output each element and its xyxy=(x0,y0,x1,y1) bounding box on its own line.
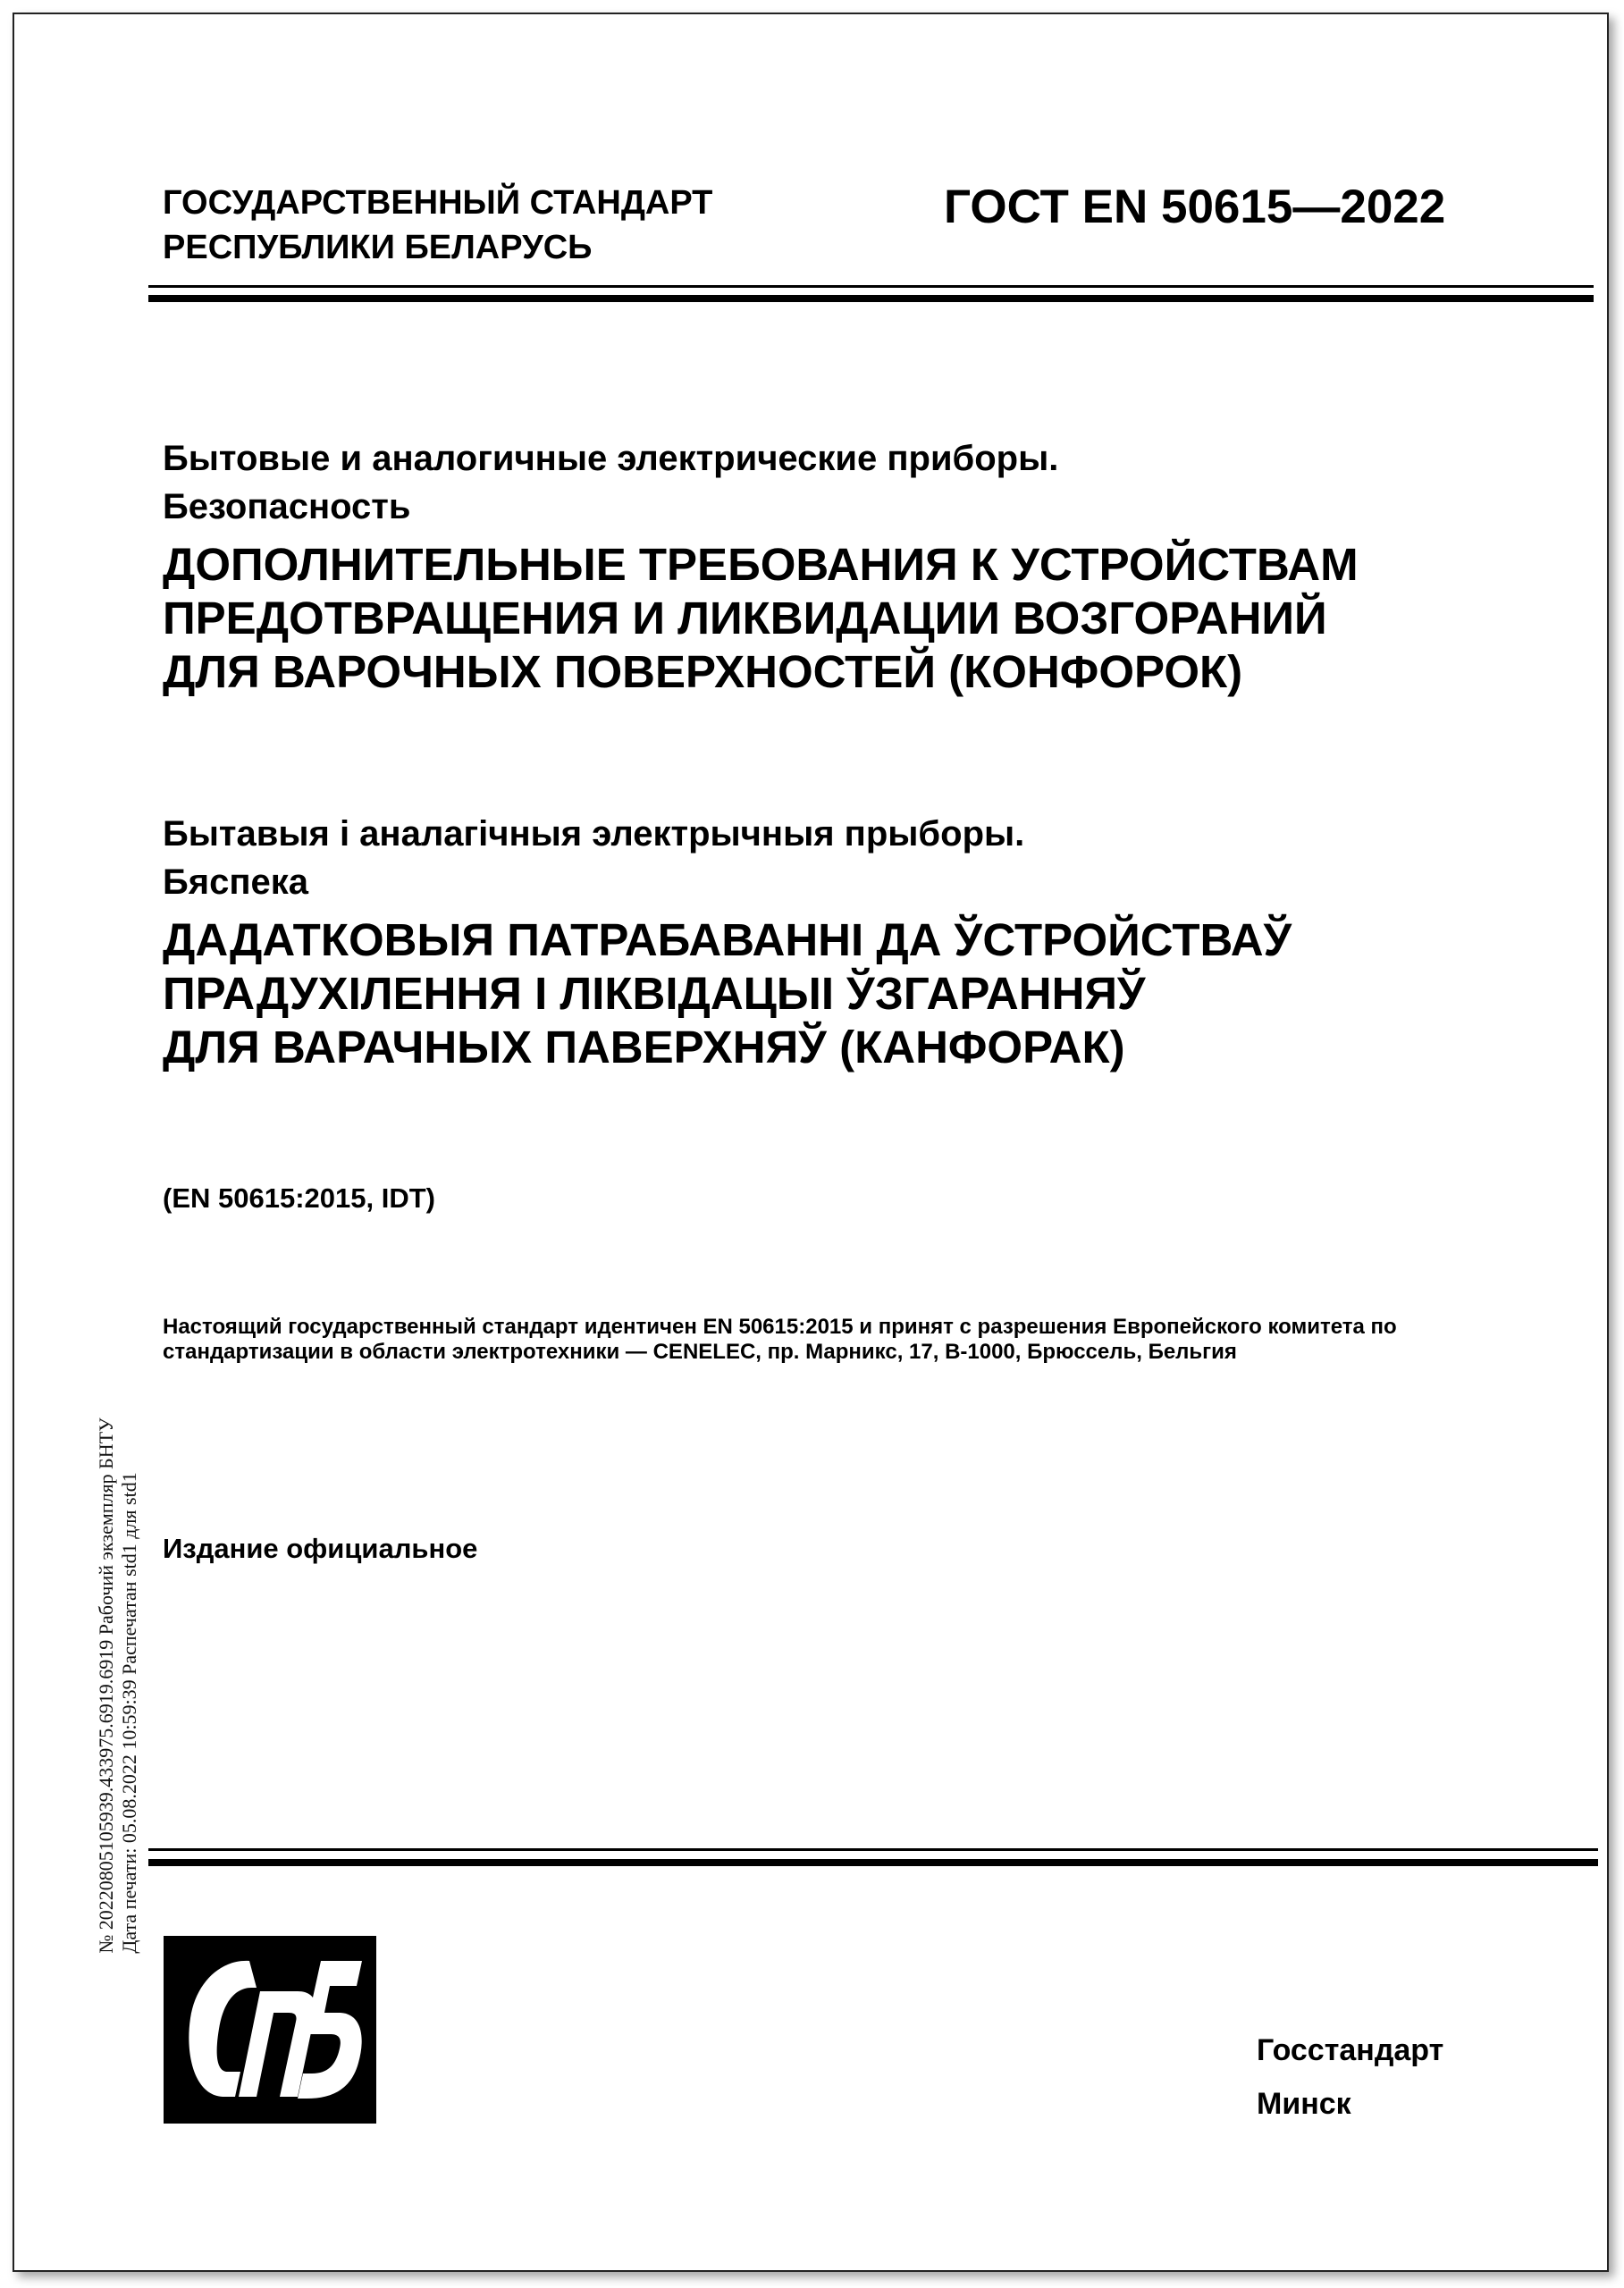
print-stamp-line-1: № 20220805105939.433975.6919.6919 Рабочий экземпляр БНТУ xyxy=(95,1417,117,1954)
title-be-main-2: ПРАДУХІЛЕННЯ І ЛІКВІДАЦЫІ ЎЗГАРАННЯЎ xyxy=(163,968,1146,1019)
standard-type-line-1: ГОСУДАРСТВЕННЫЙ СТАНДАРТ xyxy=(163,184,713,222)
adoption-note: Настоящий государственный стандарт идентичен EN 50615:2015 и принят с разрешения Европейского комитета по стандартизации в области электротехники — CENELEC, пр. Марникс, 17, B-1000, Брюссель, Бельгия xyxy=(163,1315,1397,1364)
title-ru-main-3: ДЛЯ ВАРОЧНЫХ ПОВЕРХНОСТЕЙ (КОНФОРОК) xyxy=(163,646,1243,697)
footer-rule-thick xyxy=(148,1859,1598,1866)
title-russian xyxy=(163,434,1359,699)
print-stamp-line-2: Дата печати: 05.08.2022 10:59:39 Распечатан std1 для std1 xyxy=(118,1472,140,1954)
publisher-name: Госстандарт xyxy=(1257,2033,1444,2067)
header-rule-thin xyxy=(148,285,1594,288)
title-ru-main-1: ДОПОЛНИТЕЛЬНЫЕ ТРЕБОВАНИЯ К УСТРОЙСТВАМ xyxy=(163,539,1359,590)
title-ru-subtitle-2: Безопасность xyxy=(163,487,411,526)
gosstandart-logo xyxy=(164,1936,376,2124)
standard-type-line-2: РЕСПУБЛИКИ БЕЛАРУСЬ xyxy=(163,229,593,266)
standard-type-heading xyxy=(163,181,712,270)
international-reference: (EN 50615:2015, IDT) xyxy=(163,1182,435,1214)
edition-label: Издание официальное xyxy=(163,1533,478,1564)
title-be-subtitle-2: Бяспека xyxy=(163,862,309,902)
standard-code: ГОСТ EN 50615—2022 xyxy=(944,181,1446,233)
header-rule-thick xyxy=(148,295,1594,302)
title-be-main-1: ДАДАТКОВЫЯ ПАТРАБАВАННІ ДА ЎСТРОЙСТВАЎ xyxy=(163,914,1292,965)
title-ru-main-2: ПРЕДОТВРАЩЕНИЯ И ЛИКВИДАЦИИ ВОЗГОРАНИЙ xyxy=(163,593,1327,644)
print-stamp xyxy=(95,1417,141,1953)
title-belarusian xyxy=(163,810,1292,1074)
title-be-main-3: ДЛЯ ВАРАЧНЫХ ПАВЕРХНЯЎ (КАНФОРАК) xyxy=(163,1022,1125,1072)
publisher-city: Минск xyxy=(1257,2087,1351,2121)
title-be-subtitle-1: Бытавыя і аналагічныя электрычныя прыборы. xyxy=(163,814,1025,854)
gosstandart-logo-icon xyxy=(164,1936,376,2124)
title-ru-subtitle-1: Бытовые и аналогичные электрические приборы. xyxy=(163,439,1059,478)
footer-rule-thin xyxy=(148,1848,1598,1851)
publisher-block xyxy=(1257,2023,1443,2131)
document-page xyxy=(13,13,1609,2272)
